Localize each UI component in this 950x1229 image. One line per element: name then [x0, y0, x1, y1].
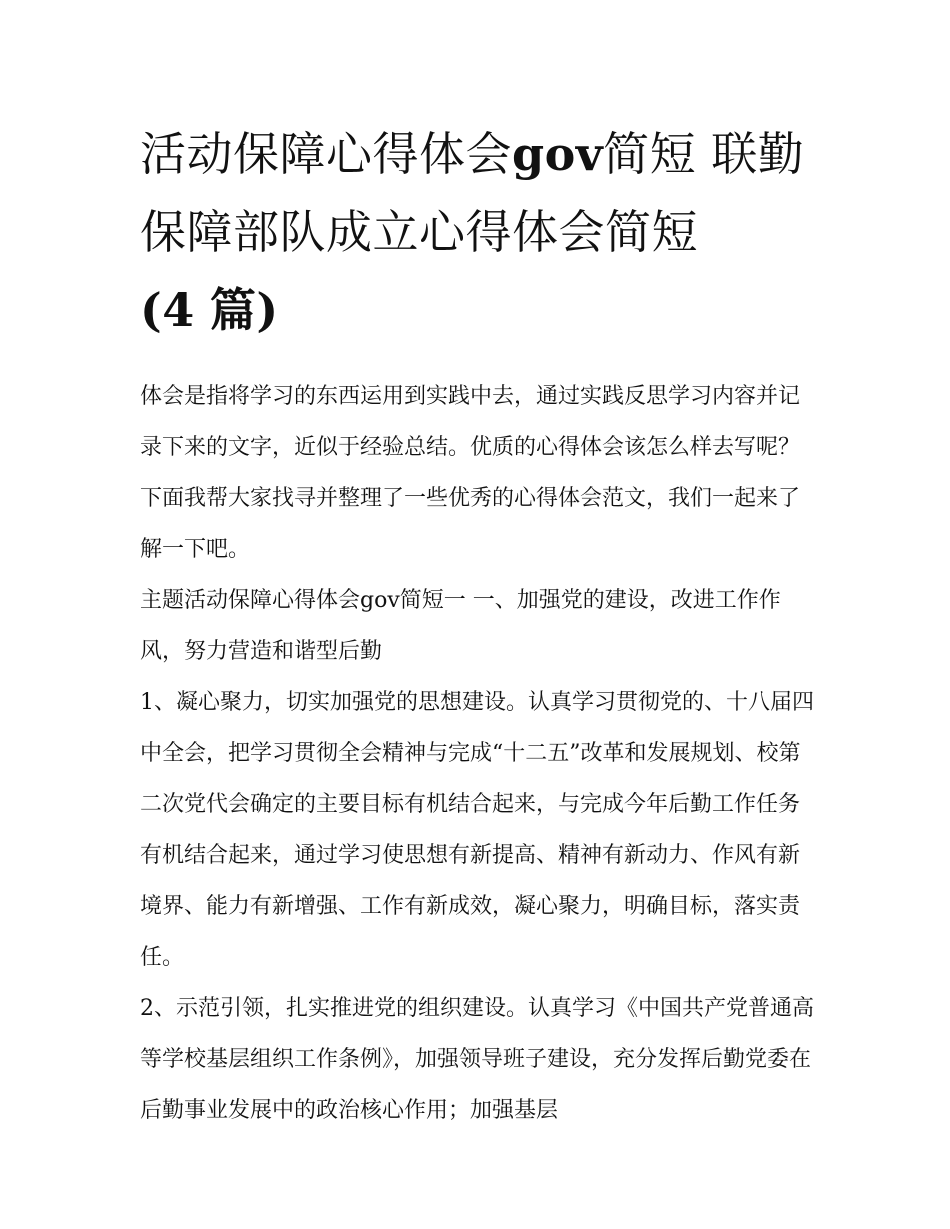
title-part-4: (4	[140, 283, 195, 337]
paragraph-point-2: 2、示范引领，扎实推进党的组织建设。认真学习《中国共产党普通高等学校基层组织工作条例》，加强领导班子建设，充分发挥后勤党委在后勤事业发展中的政治核心作用；加强基层	[140, 996, 814, 1123]
paragraph-point-1: 1、凝心聚力，切实加强党的思想建设。认真学习贯彻党的、十八届四中全会，把学习贯彻全会精神与完成“十二五”改革和发展规划、校第二次党代会确定的主要目标有机结合起来，与完成今年后勤工作任务有机结合起来，通过学习使思想有新提高、精神有新动力、作风有新境界、能力有新增强、工作有新成效，凝心聚力，明确目标，落实责任。	[140, 690, 814, 970]
paragraph-section-heading: 主题活动保障心得体会gov简短一 一、加强党的建设，改进工作作风，努力营造和谐型后勤	[140, 588, 781, 664]
title-part-2: gov	[512, 127, 604, 181]
document-body	[140, 371, 815, 1136]
paragraph-intro: 体会是指将学习的东西运用到实践中去，通过实践反思学习内容并记录下来的文字，近似于经验总结。优质的心得体会该怎么样去写呢？下面我帮大家找寻并整理了一些优秀的心得体会范文，我们一起来了解一下吧。	[140, 384, 801, 562]
document-title	[140, 115, 815, 349]
title-part-1: 活动保障心得体会	[140, 127, 512, 181]
title-part-3: 简短 联勤保障部队成立心得体会简短	[140, 127, 805, 259]
title-part-5: 篇)	[209, 283, 279, 337]
document-page	[140, 115, 815, 1136]
